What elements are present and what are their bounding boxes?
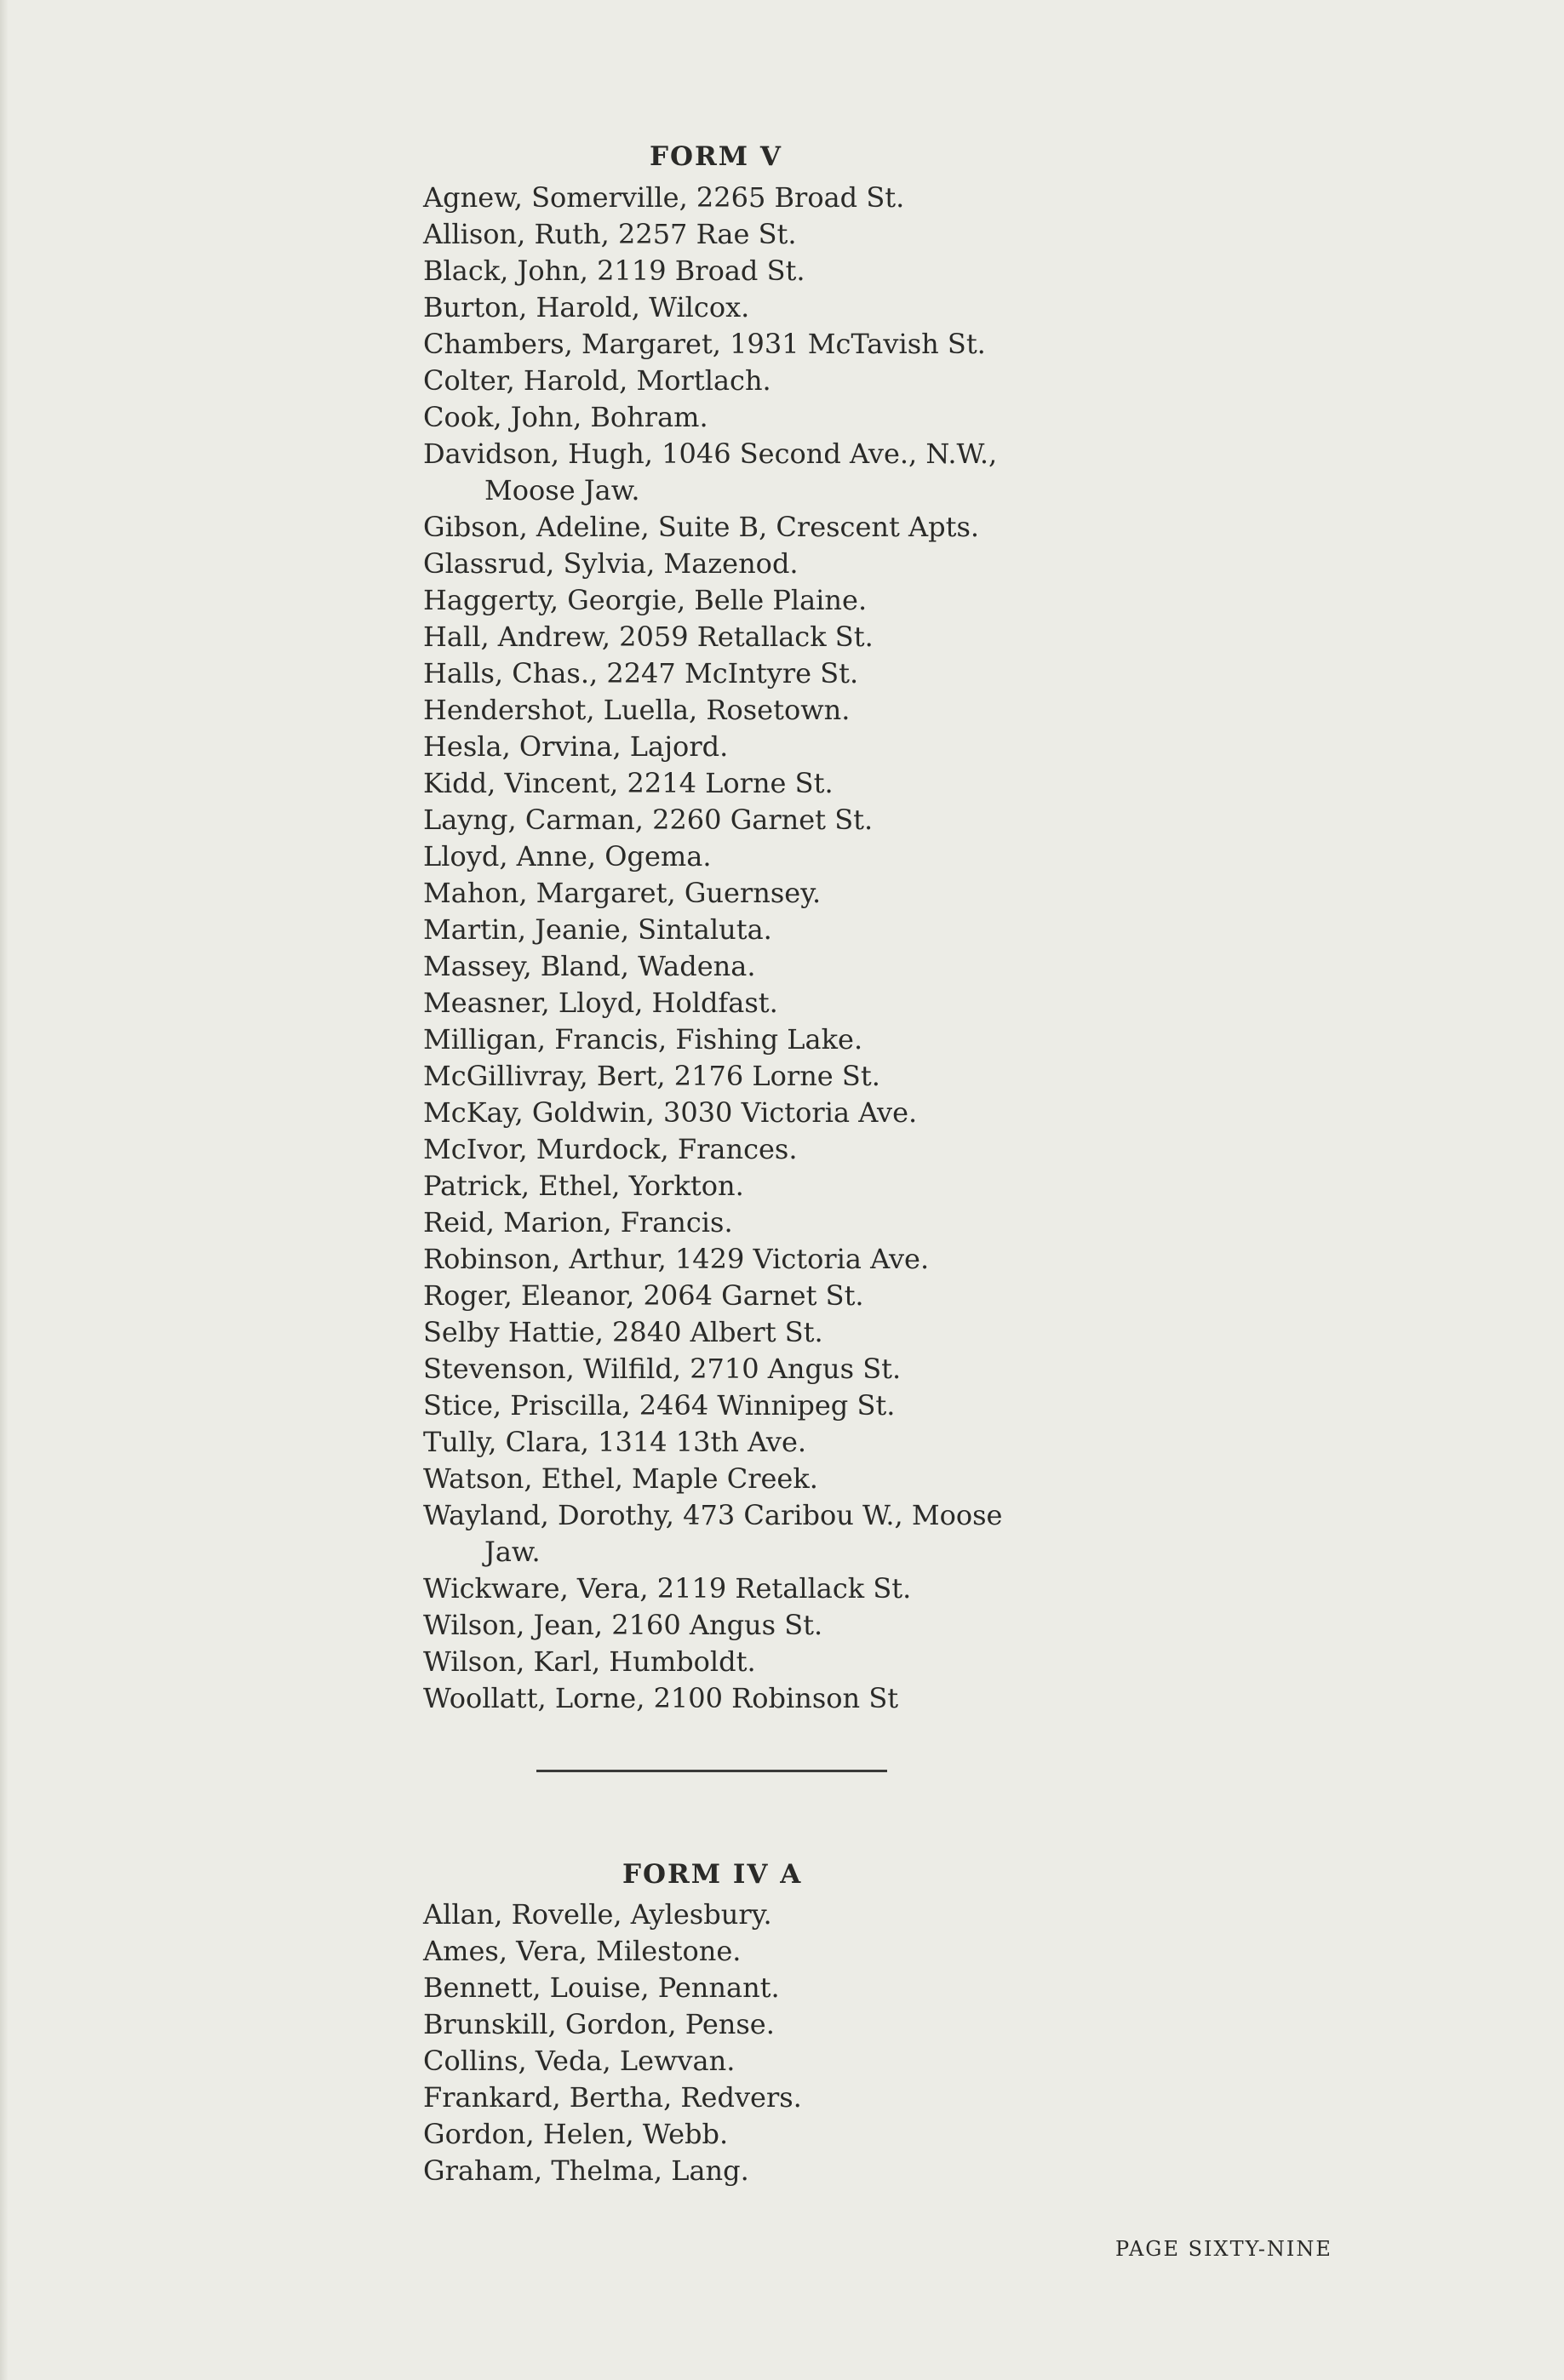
list-item bbox=[423, 1424, 1070, 1461]
section-divider bbox=[536, 1770, 887, 1772]
entry-text: Wickware, Vera, 2119 Retallack St. bbox=[423, 1572, 912, 1605]
entry-text: Measner, Lloyd, Holdfast. bbox=[423, 987, 778, 1019]
list-item bbox=[423, 289, 1070, 326]
list-item bbox=[423, 619, 1070, 655]
list-item bbox=[423, 1241, 1070, 1278]
entry-text: Selby Hattie, 2840 Albert St. bbox=[423, 1316, 823, 1348]
entry-text: Hall, Andrew, 2059 Retallack St. bbox=[423, 621, 874, 653]
entry-text: Collins, Veda, Lewvan. bbox=[423, 2045, 736, 2077]
list-item bbox=[423, 1933, 1070, 1970]
list-item bbox=[423, 1570, 1070, 1607]
entry-text: Hesla, Orvina, Lajord. bbox=[423, 730, 729, 763]
list-item bbox=[423, 912, 1070, 948]
list-item bbox=[423, 1058, 1070, 1095]
entry-text: Watson, Ethel, Maple Creek. bbox=[423, 1462, 818, 1495]
entry-text: McGillivray, Bert, 2176 Lorne St. bbox=[423, 1060, 880, 1092]
entry-text: Massey, Bland, Wadena. bbox=[423, 950, 756, 982]
student-list-form-v bbox=[423, 180, 1070, 1717]
list-item bbox=[423, 692, 1070, 729]
list-item bbox=[423, 1131, 1070, 1168]
section-heading-form-v: FORM V bbox=[650, 140, 782, 172]
list-item bbox=[423, 2153, 1070, 2189]
list-item bbox=[423, 2006, 1070, 2043]
entry-text: Milligan, Francis, Fishing Lake. bbox=[423, 1023, 863, 1056]
list-item bbox=[423, 216, 1070, 253]
entry-text: Cook, John, Bohram. bbox=[423, 401, 708, 433]
list-item bbox=[423, 655, 1070, 692]
entry-text: Martin, Jeanie, Sintaluta. bbox=[423, 913, 772, 946]
list-item bbox=[423, 509, 1070, 546]
entry-text: Colter, Harold, Mortlach. bbox=[423, 364, 771, 397]
entry-continuation: Moose Jaw. bbox=[484, 474, 640, 506]
list-item bbox=[423, 729, 1070, 765]
list-item bbox=[423, 1204, 1070, 1241]
entry-text: Allan, Rovelle, Aylesbury. bbox=[423, 1898, 772, 1931]
list-item bbox=[423, 180, 1070, 216]
list-item bbox=[423, 2116, 1070, 2153]
entry-text: Wayland, Dorothy, 473 Caribou W., Moose bbox=[423, 1499, 1003, 1531]
entry-text: Black, John, 2119 Broad St. bbox=[423, 255, 805, 287]
entry-text: Stevenson, Wilfild, 2710 Angus St. bbox=[423, 1353, 902, 1385]
list-item bbox=[423, 802, 1070, 838]
entry-text: Brunskill, Gordon, Pense. bbox=[423, 2008, 775, 2040]
list-item bbox=[423, 2080, 1070, 2116]
list-item bbox=[423, 326, 1070, 363]
entry-text: Chambers, Margaret, 1931 McTavish St. bbox=[423, 328, 986, 360]
entry-text: Glassrud, Sylvia, Mazenod. bbox=[423, 547, 799, 580]
entry-text: Patrick, Ethel, Yorkton. bbox=[423, 1170, 744, 1202]
entry-text: Graham, Thelma, Lang. bbox=[423, 2154, 749, 2187]
list-item bbox=[423, 546, 1070, 582]
page-number: PAGE SIXTY-NINE bbox=[1115, 2237, 1332, 2261]
entry-text: Bennett, Louise, Pennant. bbox=[423, 1971, 780, 2004]
list-item bbox=[423, 253, 1070, 289]
list-item bbox=[423, 1168, 1070, 1204]
entry-text: Allison, Ruth, 2257 Rae St. bbox=[423, 218, 797, 250]
list-item bbox=[423, 582, 1070, 619]
entry-text: Gibson, Adeline, Suite B, Crescent Apts. bbox=[423, 511, 980, 543]
entry-text: Wilson, Karl, Humboldt. bbox=[423, 1645, 756, 1678]
entry-text: Reid, Marion, Francis. bbox=[423, 1206, 733, 1239]
entry-text: Ames, Vera, Milestone. bbox=[423, 1935, 742, 1967]
section-heading-form-iv-a: FORM IV A bbox=[622, 1858, 803, 1890]
entry-text: Robinson, Arthur, 1429 Victoria Ave. bbox=[423, 1243, 930, 1275]
entry-text: Stice, Priscilla, 2464 Winnipeg St. bbox=[423, 1389, 896, 1422]
entry-text: Roger, Eleanor, 2064 Garnet St. bbox=[423, 1279, 864, 1312]
entry-text: Lloyd, Anne, Ogema. bbox=[423, 840, 712, 872]
list-item bbox=[423, 1021, 1070, 1058]
entry-text: Wilson, Jean, 2160 Angus St. bbox=[423, 1609, 823, 1641]
entry-text: Gordon, Helen, Webb. bbox=[423, 2118, 729, 2150]
entry-text: Hendershot, Luella, Rosetown. bbox=[423, 694, 851, 726]
list-item bbox=[423, 399, 1070, 436]
entry-continuation: Jaw. bbox=[484, 1536, 541, 1568]
entry-text: Kidd, Vincent, 2214 Lorne St. bbox=[423, 767, 834, 799]
list-item bbox=[423, 1644, 1070, 1680]
list-item bbox=[423, 1095, 1070, 1131]
student-list-form-iv-a bbox=[423, 1897, 1070, 2189]
page-edge-shadow bbox=[0, 0, 9, 2380]
list-item bbox=[423, 875, 1070, 912]
entry-text: Woollatt, Lorne, 2100 Robinson St bbox=[423, 1682, 899, 1714]
entry-text: McIvor, Murdock, Frances. bbox=[423, 1133, 798, 1165]
list-item bbox=[423, 948, 1070, 985]
list-item bbox=[423, 1680, 1070, 1717]
entry-text: Haggerty, Georgie, Belle Plaine. bbox=[423, 584, 868, 616]
list-item bbox=[423, 1607, 1070, 1644]
entry-text: Agnew, Somerville, 2265 Broad St. bbox=[423, 181, 905, 214]
entry-text: Burton, Harold, Wilcox. bbox=[423, 291, 750, 323]
list-item bbox=[423, 1970, 1070, 2006]
list-item bbox=[423, 1387, 1070, 1424]
list-item bbox=[423, 838, 1070, 875]
entry-text: Layng, Carman, 2260 Garnet St. bbox=[423, 804, 874, 836]
list-item bbox=[423, 1897, 1070, 1933]
list-item bbox=[423, 2043, 1070, 2080]
entry-text: McKay, Goldwin, 3030 Victoria Ave. bbox=[423, 1096, 918, 1129]
list-item bbox=[423, 1314, 1070, 1351]
entry-text: Tully, Clara, 1314 13th Ave. bbox=[423, 1426, 807, 1458]
entry-text: Frankard, Bertha, Redvers. bbox=[423, 2081, 802, 2114]
list-item bbox=[423, 985, 1070, 1021]
list-item bbox=[423, 1461, 1070, 1497]
list-item bbox=[423, 1497, 1070, 1570]
list-item bbox=[423, 363, 1070, 399]
list-item bbox=[423, 1278, 1070, 1314]
entry-text: Davidson, Hugh, 1046 Second Ave., N.W., bbox=[423, 438, 998, 470]
entry-text: Mahon, Margaret, Guernsey. bbox=[423, 877, 822, 909]
entry-text: Halls, Chas., 2247 McIntyre St. bbox=[423, 657, 859, 689]
list-item bbox=[423, 436, 1070, 509]
list-item bbox=[423, 765, 1070, 802]
list-item bbox=[423, 1351, 1070, 1387]
